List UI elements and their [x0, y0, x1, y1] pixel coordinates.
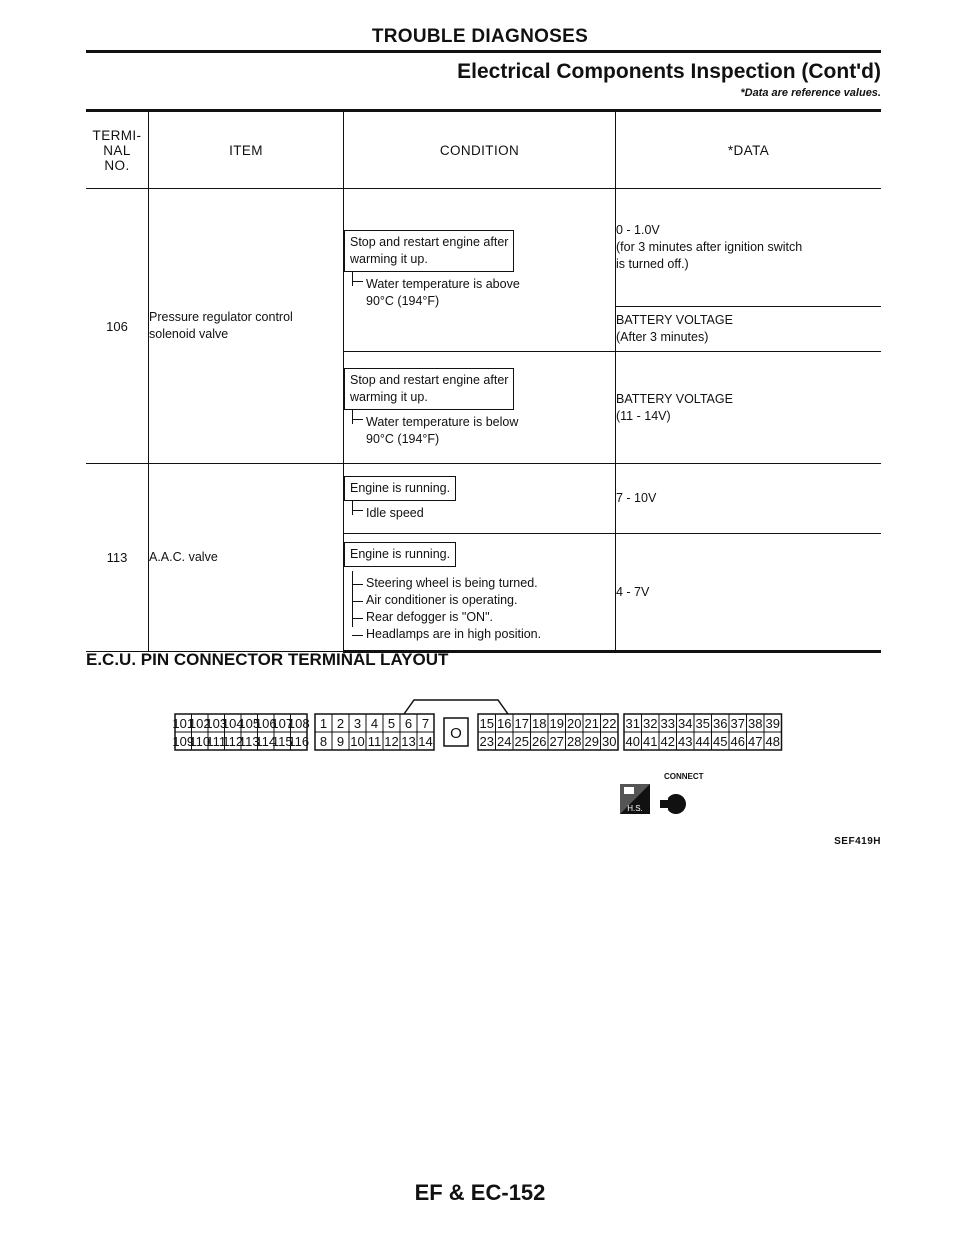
pin-number: 110 — [189, 734, 211, 749]
header-item: ITEM — [149, 111, 344, 189]
pin-number: 25 — [514, 734, 529, 749]
pin-number: 107 — [271, 716, 294, 731]
condition-leaf: Water temperature is below 90°C (194°F) — [366, 410, 615, 448]
pin-number: 24 — [497, 734, 512, 749]
pin-number: 39 — [765, 716, 780, 731]
pin-number: 111 — [206, 734, 227, 749]
data-cell: 7 - 10V — [616, 464, 882, 534]
pin-number: 5 — [387, 716, 396, 731]
pin-number: 42 — [660, 734, 675, 749]
pin-number: 108 — [287, 716, 310, 731]
pin-number: 37 — [730, 716, 745, 731]
pin-number: 11 — [367, 734, 382, 749]
connector-layout-title: E.C.U. PIN CONNECTOR TERMINAL LAYOUT — [86, 650, 449, 669]
condition-tree — [352, 272, 615, 310]
pin-number: 26 — [532, 734, 547, 749]
header-terminal: TERMI- NAL NO. — [86, 111, 149, 189]
connector-latch — [404, 700, 508, 714]
pin-number: 16 — [497, 716, 512, 731]
pin-number: 7 — [421, 716, 430, 731]
pin-number: 48 — [765, 734, 780, 749]
pin-number: 114 — [255, 734, 277, 749]
page-footer: EF & EC-152 — [414, 1180, 546, 1205]
hs-label: H.S. — [627, 804, 643, 813]
pin-number: 46 — [730, 734, 745, 749]
pin-number: 19 — [549, 716, 564, 731]
pin-number: 115 — [271, 734, 293, 749]
pin-number: 38 — [748, 716, 763, 731]
header-rule — [86, 50, 881, 53]
pin-number: 29 — [584, 734, 599, 749]
data-cell: BATTERY VOLTAGE (After 3 minutes) — [616, 307, 882, 352]
harness-side-icon — [620, 784, 650, 814]
condition-box: Engine is running. — [344, 476, 456, 501]
condition-box: Stop and restart engine after warming it up. — [344, 368, 514, 410]
pin-number: 28 — [567, 734, 582, 749]
pin-number: 104 — [221, 716, 244, 731]
pin-number: 41 — [643, 734, 658, 749]
pin-number: 32 — [643, 716, 658, 731]
condition-cell — [344, 534, 616, 652]
data-cell: 4 - 7V — [616, 534, 882, 652]
center-mark: O — [450, 725, 462, 742]
pin-number: 2 — [336, 716, 345, 731]
condition-cell — [344, 189, 616, 352]
reference-note: *Data are reference values. — [740, 87, 881, 99]
pin-number: 31 — [625, 716, 640, 731]
pin-number: 105 — [238, 716, 261, 731]
pin-number: 14 — [418, 734, 433, 749]
table-header-row — [86, 111, 881, 189]
connect-icon — [660, 794, 686, 814]
inspection-table — [86, 109, 881, 653]
pin-number: 20 — [567, 716, 582, 731]
condition-leaf: Air conditioner is operating. — [366, 592, 615, 609]
pin-connector-diagram — [172, 696, 785, 756]
pin-number: 4 — [370, 716, 379, 731]
pin-number: 18 — [532, 716, 547, 731]
pin-number: 33 — [660, 716, 675, 731]
page-header-title: TROUBLE DIAGNOSES — [371, 26, 589, 47]
pin-number: 40 — [625, 734, 640, 749]
pin-number: 21 — [584, 716, 599, 731]
pin-number: 112 — [222, 734, 244, 749]
pin-number: 27 — [549, 734, 564, 749]
condition-leaf: Idle speed — [366, 501, 615, 522]
pin-number: 109 — [172, 734, 195, 749]
condition-leaf: Rear defogger is "ON". — [366, 609, 615, 626]
condition-box: Engine is running. — [344, 542, 456, 567]
pin-number: 17 — [514, 716, 529, 731]
table-row — [86, 189, 881, 307]
condition-leaf: Headlamps are in high position. — [366, 626, 615, 643]
pin-number: 15 — [479, 716, 494, 731]
section-title: Electrical Components Inspection (Cont'd) — [457, 60, 881, 83]
data-cell: 0 - 1.0V (for 3 minutes after ignition switch is turned off.) — [616, 189, 882, 307]
pin-number: 103 — [205, 716, 228, 731]
pin-number: 36 — [713, 716, 728, 731]
pin-number: 106 — [254, 716, 277, 731]
pin-number: 22 — [602, 716, 617, 731]
data-cell: BATTERY VOLTAGE (11 - 14V) — [616, 352, 882, 464]
pin-number: 9 — [336, 734, 345, 749]
condition-leaf: Steering wheel is being turned. — [366, 575, 615, 592]
pin-number: 6 — [404, 716, 413, 731]
pin-number: 116 — [288, 734, 310, 749]
connect-label: CONNECT — [664, 772, 704, 781]
pin-number: 44 — [695, 734, 710, 749]
pin-number: 23 — [479, 734, 494, 749]
terminal-number: 106 — [86, 189, 149, 464]
pin-number: 45 — [713, 734, 728, 749]
item-name: Pressure regulator control solenoid valve — [149, 189, 344, 464]
header-data: *DATA — [616, 111, 882, 189]
condition-leaf: Water temperature is above 90°C (194°F) — [366, 272, 615, 310]
condition-tree — [352, 501, 615, 522]
terminal-number: 113 — [86, 464, 149, 652]
condition-tree — [352, 567, 615, 643]
condition-cell — [344, 464, 616, 534]
pin-number: 10 — [350, 734, 365, 749]
pin-number: 43 — [678, 734, 693, 749]
condition-box: Stop and restart engine after warming it up. — [344, 230, 514, 272]
pin-number: 8 — [319, 734, 328, 749]
pin-number: 34 — [678, 716, 693, 731]
header-condition: CONDITION — [344, 111, 616, 189]
pin-number: 47 — [748, 734, 763, 749]
item-name: A.A.C. valve — [149, 464, 344, 652]
figure-code: SEF419H — [834, 836, 881, 847]
pin-number: 113 — [238, 734, 260, 749]
pin-number: 101 — [172, 716, 195, 731]
condition-cell — [344, 352, 616, 464]
pin-number: 35 — [695, 716, 710, 731]
pin-number: 3 — [353, 716, 362, 731]
condition-tree — [352, 410, 615, 448]
pin-number: 30 — [602, 734, 617, 749]
pin-number: 1 — [319, 716, 328, 731]
pin-number: 12 — [384, 734, 399, 749]
pin-number: 13 — [401, 734, 416, 749]
table-row — [86, 464, 881, 534]
pin-number: 102 — [188, 716, 211, 731]
